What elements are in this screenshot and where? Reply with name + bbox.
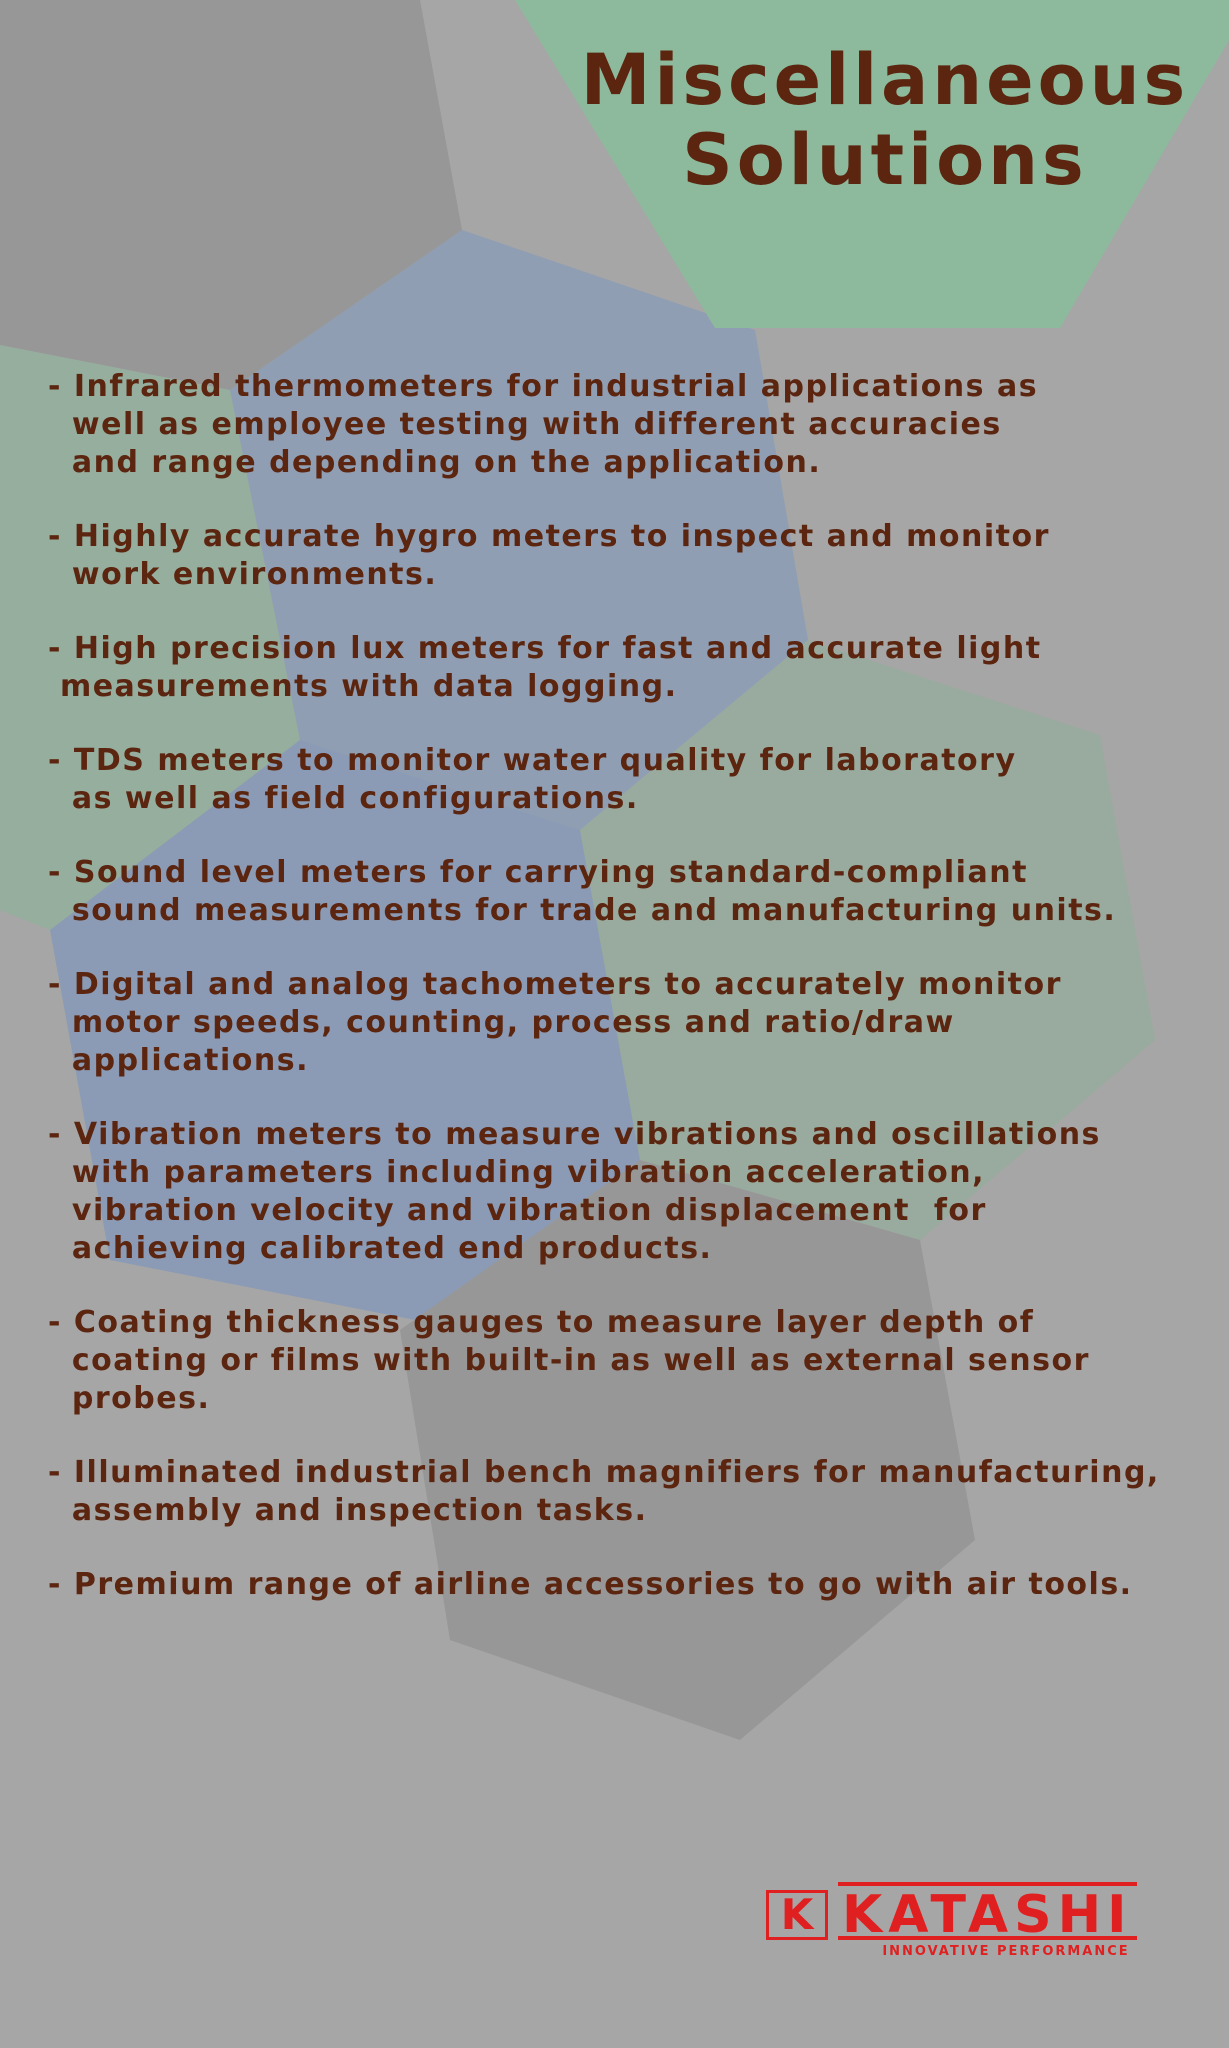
list-item xyxy=(48,854,1218,930)
list-item-line: - Premium range of airline accessories to go with air tools. xyxy=(48,1567,1133,1602)
list-item-line: coating or films with built-in as well as external sensor xyxy=(48,1343,1090,1378)
page-title-line-1: Miscellaneous xyxy=(580,39,1190,121)
list-item-line: sound measurements for trade and manufacturing units. xyxy=(48,893,1117,928)
list-item-line: - Illuminated industrial bench magnifiers for manufacturing, xyxy=(48,1455,1160,1490)
list-item-line: - Digital and analog tachometers to accurately monitor xyxy=(48,967,1062,1002)
list-item xyxy=(48,518,1218,594)
list-item-line: and range depending on the application. xyxy=(48,445,822,480)
list-item-line: assembly and inspection tasks. xyxy=(48,1493,648,1528)
list-item-line: motor speeds, counting, process and ratio/draw xyxy=(48,1005,955,1040)
page-title xyxy=(560,40,1210,200)
list-item-line: - TDS meters to monitor water quality for laboratory xyxy=(48,743,1017,778)
solutions-list xyxy=(48,368,1218,1640)
list-item xyxy=(48,742,1218,818)
katashi-logo xyxy=(766,1882,1176,1964)
list-item xyxy=(48,1454,1218,1530)
list-item xyxy=(48,368,1218,482)
list-item-line: with parameters including vibration acceleration, xyxy=(48,1155,985,1190)
list-item-line: - Infrared thermometers for industrial applications as xyxy=(48,369,1039,404)
list-item xyxy=(48,630,1218,706)
list-item-line: applications. xyxy=(48,1043,310,1078)
list-item-line: work environments. xyxy=(48,557,438,592)
list-item-line: as well as field configurations. xyxy=(48,781,639,816)
list-item-line: - Sound level meters for carrying standard-compliant xyxy=(48,855,1028,890)
list-item-line: achieving calibrated end products. xyxy=(48,1231,713,1266)
list-item-line: vibration velocity and vibration displacement for xyxy=(48,1193,987,1228)
list-item-line: - Highly accurate hygro meters to inspect and monitor xyxy=(48,519,1050,554)
list-item-line: - Vibration meters to measure vibrations and oscillations xyxy=(48,1117,1101,1152)
list-item-line: probes. xyxy=(48,1381,211,1416)
list-item xyxy=(48,966,1218,1080)
list-item-line: - High precision lux meters for fast and accurate light xyxy=(48,631,1042,666)
list-item-line: measurements with data logging. xyxy=(48,669,678,704)
list-item-line: well as employee testing with different accuracies xyxy=(48,407,1002,442)
list-item xyxy=(48,1566,1218,1604)
list-item xyxy=(48,1116,1218,1268)
list-item-line: - Coating thickness gauges to measure layer depth of xyxy=(48,1305,1035,1340)
page-title-line-2: Solutions xyxy=(682,119,1088,201)
logo-wordmark: KATASHI xyxy=(838,1882,1137,1940)
logo-tagline: INNOVATIVE PERFORMANCE xyxy=(882,1944,1130,1959)
list-item xyxy=(48,1304,1218,1418)
logo-mark: K xyxy=(766,1890,828,1940)
